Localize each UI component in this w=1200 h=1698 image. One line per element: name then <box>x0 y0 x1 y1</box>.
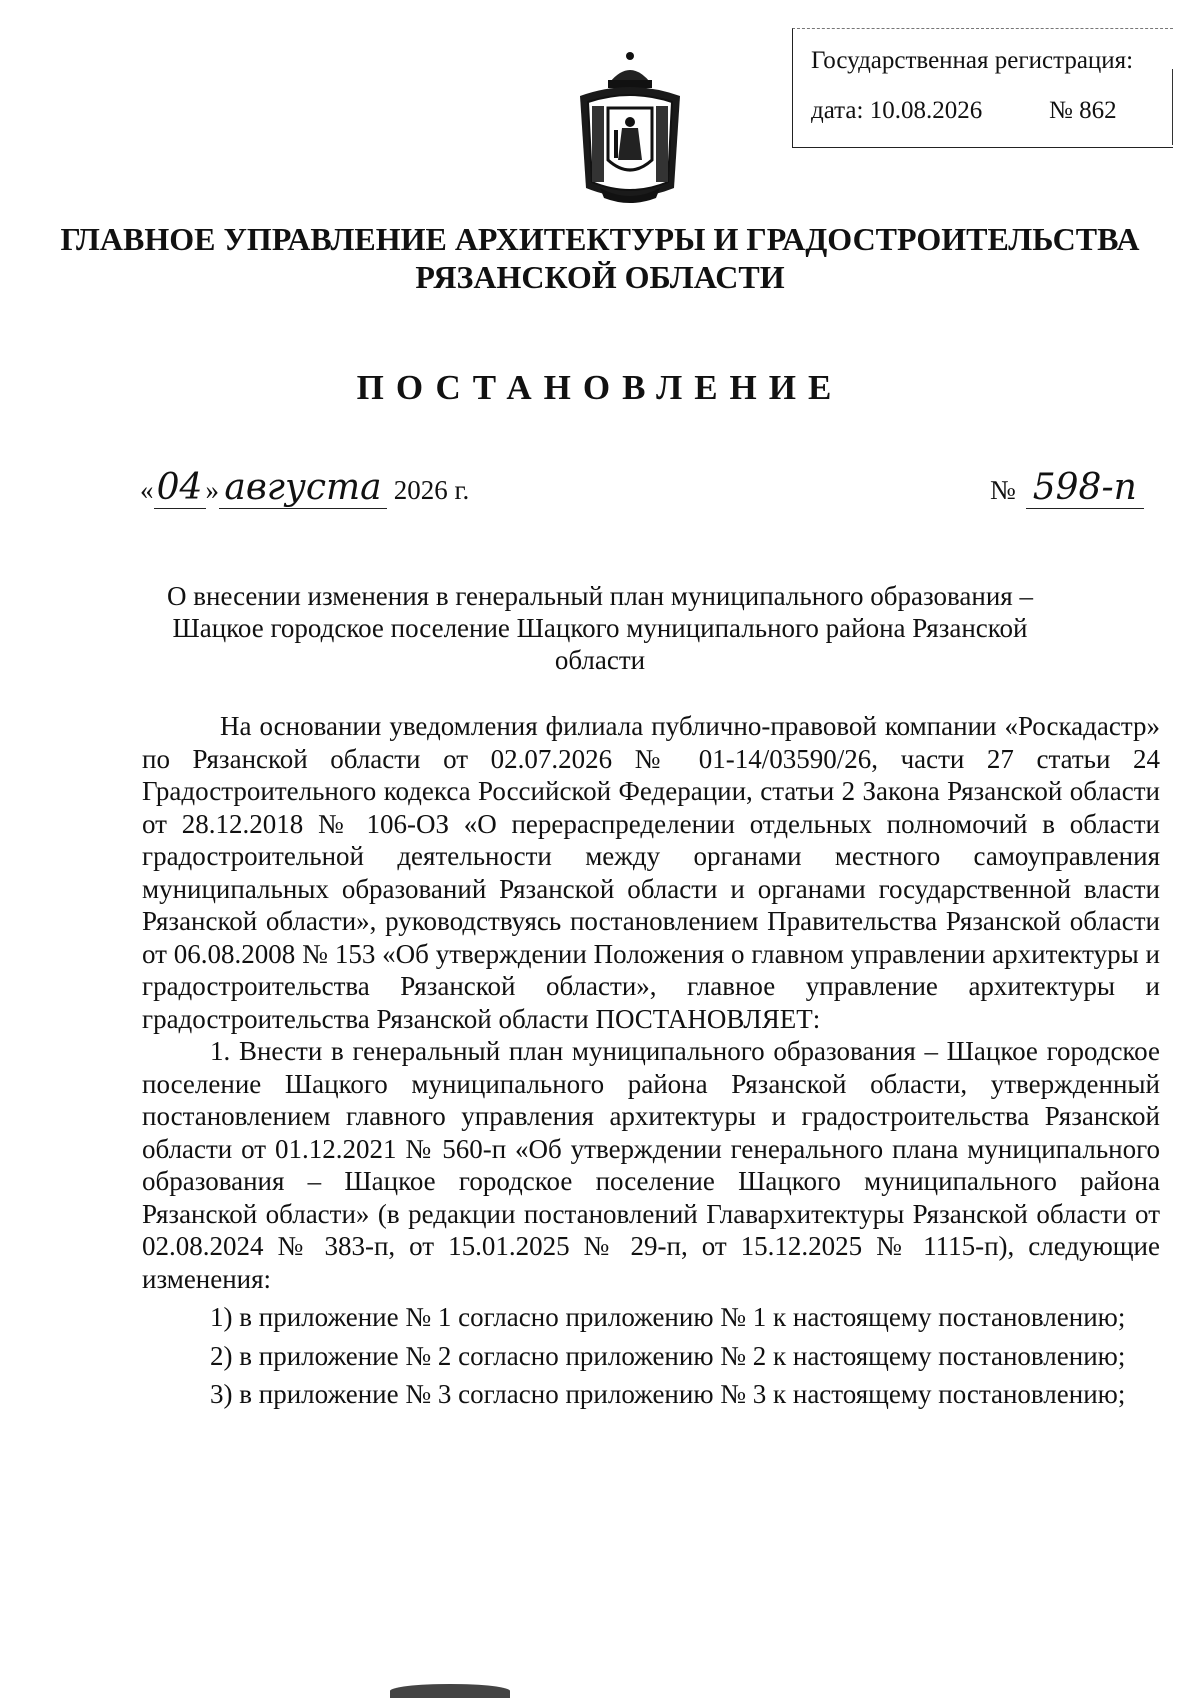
subitem-2-paragraph: 2) в приложение № 2 согласно приложению № 2 к настоящему постановлению; <box>210 1340 1126 1371</box>
organization-line-2: РЯЗАНСКОЙ ОБЛАСТИ <box>415 259 785 295</box>
subject-line-3: области <box>554 645 646 675</box>
document-date <box>140 468 469 509</box>
number-value: 598-п <box>1026 468 1144 509</box>
document-type-title: ПОСТАНОВЛЕНИЕ <box>356 368 844 407</box>
number-prefix: № <box>990 475 1016 505</box>
date-open-quote: « <box>140 475 154 505</box>
document-subject <box>150 580 1050 676</box>
organization-line-1: ГЛАВНОЕ УПРАВЛЕНИЕ АРХИТЕКТУРЫ И ГРАДОСТРОИТЕЛЬСТВА <box>60 221 1140 257</box>
subject-line-2: Шацкое городское поселение Шацкого муниципального района Рязанской <box>172 613 1028 643</box>
scan-smudge <box>390 1684 510 1698</box>
date-day: 04 <box>154 468 206 509</box>
date-month: августа <box>219 468 387 509</box>
registration-number: № 862 <box>1049 97 1117 124</box>
registration-title: Государственная регистрация: <box>811 47 1134 74</box>
organization-header <box>0 220 1200 296</box>
registration-stamp <box>792 28 1173 148</box>
preamble-paragraph: На основании уведомления филиала публично-правовой компании «Роскадастр» по Рязанской области от 02.07.2026 № 01-14/03590/26, части 27 статьи 24 Градостроительного кодекса Российской Федерации, статьи 2 Закона Рязанской области от 28.12.2018 № 106-ОЗ «О перераспределении отдельных полномочий в области градостроительной деятельности между органами местного самоуправления муниципальных образований Рязанской области и органами государственной власти Рязанской области», руководствуясь постановлением Правительства Рязанской области от 06.08.2008 № 153 «Об утверждении Положения о главном управлении архитектуры и градостроительства Рязанской области», главное управление архитектуры и градостроительства Рязанской области ПОСТАНОВЛЯЕТ: <box>142 711 1160 1034</box>
coat-of-arms-icon <box>570 48 690 208</box>
registration-date: дата: 10.08.2026 <box>811 97 983 124</box>
date-year: 2026 г. <box>393 475 470 505</box>
document-number <box>990 468 1144 509</box>
date-close-quote: » <box>205 475 219 505</box>
item-1-paragraph: 1. Внести в генеральный план муниципального образования – Шацкое городское поселение Шацкого муниципального района Рязанской области, утвержденный постановлением главного управления архитектуры и градостроительства Рязанской области от 01.12.2021 № 560-п «Об утверждении генерального плана муниципального образования – Шацкое городское поселение Шацкого муниципального района Рязанской области» (в редакции постановлений Главархитектуры Рязанской области от 02.08.2024 № 383-п, от 15.01.2025 № 29-п, от 15.12.2025 № 1115-п), следующие изменения: <box>142 1036 1160 1294</box>
subitem-1-paragraph: 1) в приложение № 1 согласно приложению № 1 к настоящему постановлению; <box>210 1302 1126 1332</box>
document-body <box>142 710 1160 1411</box>
subitem-3-paragraph: 3) в приложение № 3 согласно приложению № 3 к настоящему постановлению; <box>210 1379 1126 1409</box>
subject-line-1: О внесении изменения в генеральный план муниципального образования – <box>167 581 1033 611</box>
